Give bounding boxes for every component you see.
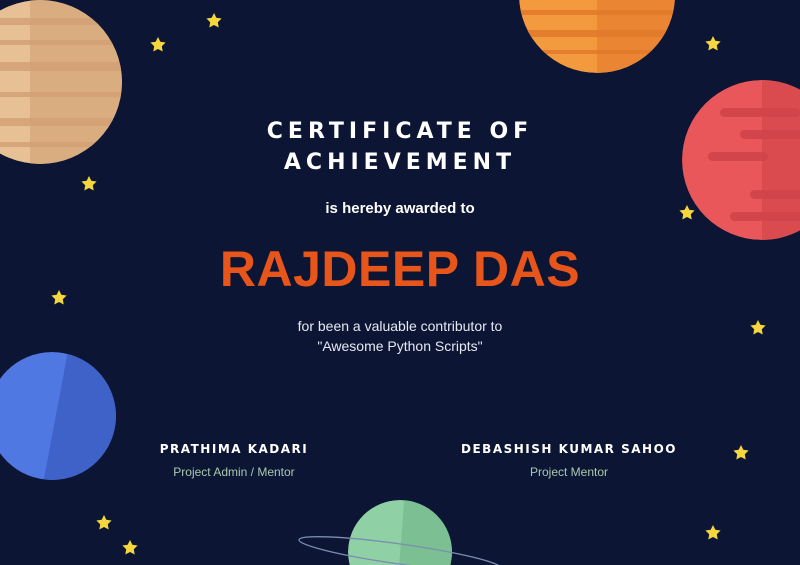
title-line-1: CERTIFICATE OF — [266, 119, 534, 144]
signatory-name: DEBASHISH KUMAR SAHOO — [461, 442, 677, 456]
signatory-role: Project Admin / Mentor — [173, 465, 295, 479]
orange-planet — [510, 0, 690, 80]
title-line-2: ACHIEVEMENT — [283, 150, 517, 175]
recipient-name: RAJDEEP DAS — [219, 241, 581, 297]
signatory-right — [439, 441, 699, 479]
star-icon — [705, 525, 720, 539]
awarded-text: is hereby awarded to — [325, 200, 475, 217]
award-reason — [0, 316, 800, 356]
green-ringed-planet — [298, 490, 503, 565]
star-icon — [733, 445, 748, 459]
reason-line-2: "Awesome Python Scripts" — [317, 338, 483, 354]
reason-line-1: for been a valuable contributor to — [297, 318, 503, 334]
star-icon — [705, 36, 720, 50]
star-icon — [206, 13, 221, 27]
signatory-left — [104, 441, 364, 479]
star-icon — [81, 176, 96, 190]
star-icon — [122, 540, 137, 554]
star-icon — [150, 37, 165, 51]
certificate-title — [0, 116, 800, 178]
signatory-role: Project Mentor — [529, 465, 609, 479]
star-icon — [96, 515, 111, 529]
signatory-name: PRATHIMA KADARI — [159, 442, 309, 456]
